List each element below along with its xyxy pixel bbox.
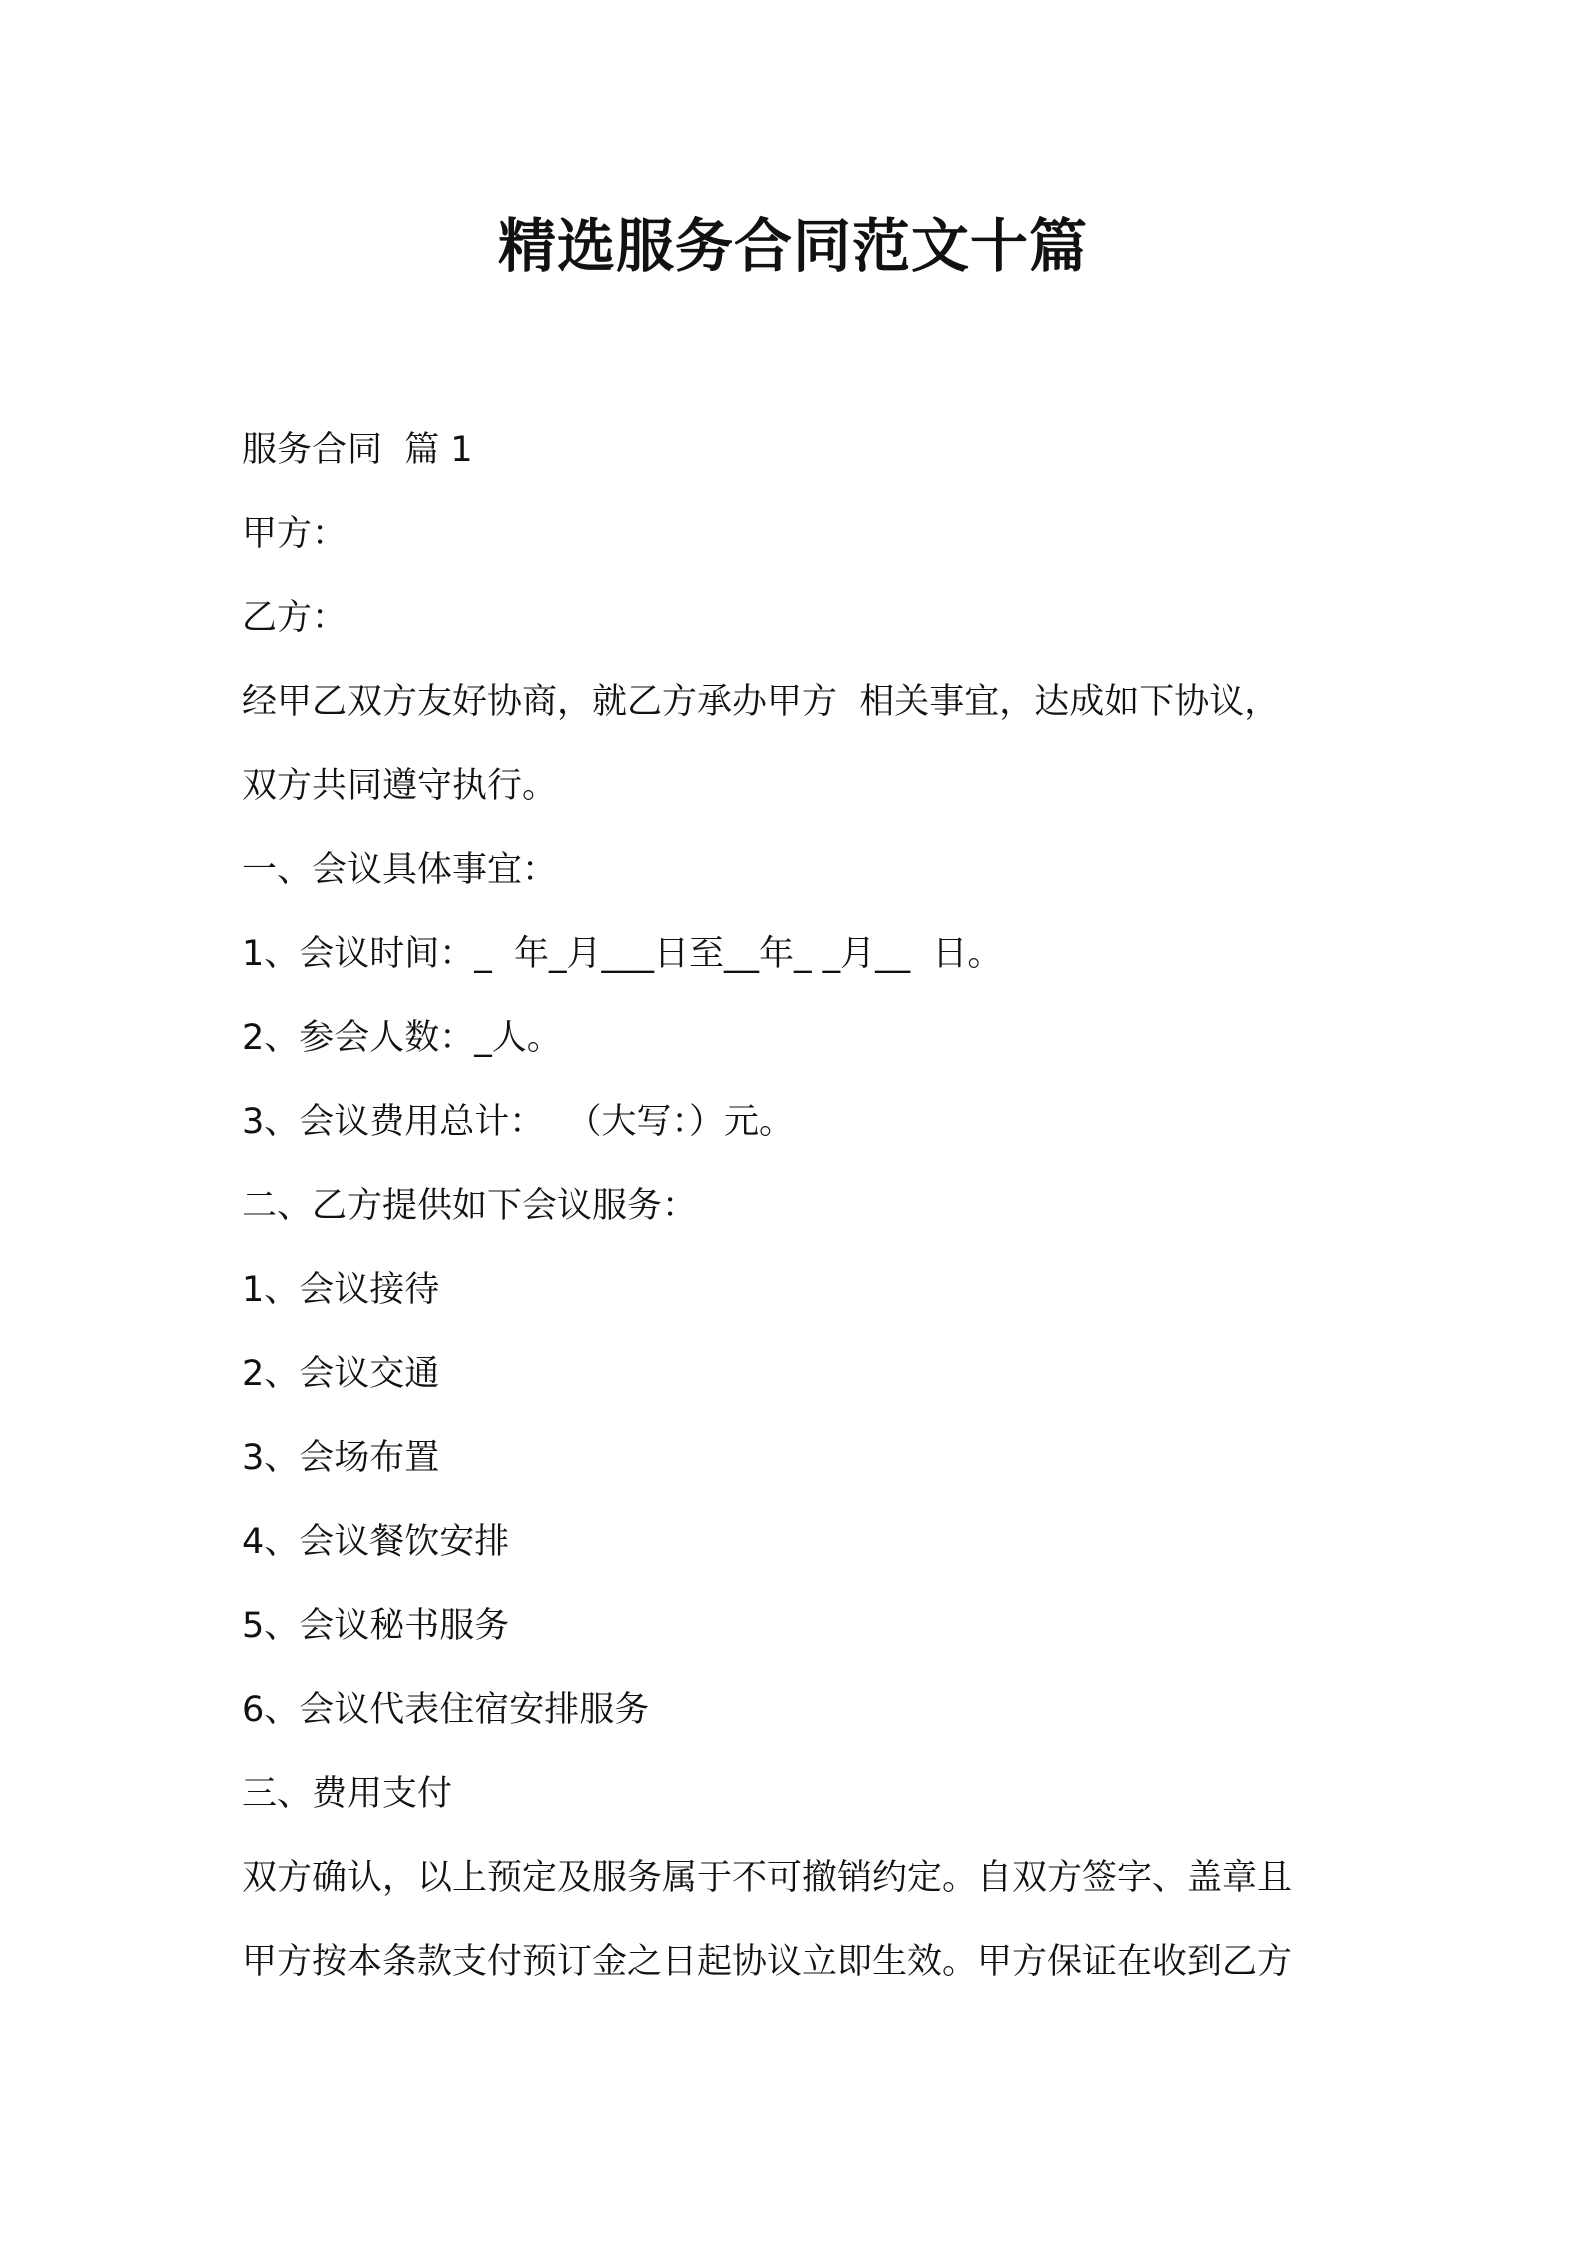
list-item: 1、会议时间：_ 年_月___日至__年_ _月__ 日。 xyxy=(242,934,1003,974)
party-b-line: 乙方： xyxy=(242,598,348,638)
list-item: 2、会议交通 xyxy=(242,1354,440,1394)
paragraph-line: 甲方按本条款支付预订金之日起协议立即生效。甲方保证在收到乙方 xyxy=(242,1942,1293,1982)
clause-heading: 一、会议具体事宜： xyxy=(242,850,558,890)
document-body xyxy=(242,408,1372,2004)
clause-heading: 二、乙方提供如下会议服务： xyxy=(242,1186,698,1226)
list-item: 5、会议秘书服务 xyxy=(242,1606,510,1646)
document-title: 精选服务合同范文十篇 xyxy=(497,212,1088,280)
list-item: 1、会议接待 xyxy=(242,1270,440,1310)
party-a-line: 甲方： xyxy=(242,514,348,554)
list-item: 3、会场布置 xyxy=(242,1438,440,1478)
clause-heading: 三、费用支付 xyxy=(242,1774,453,1814)
paragraph-line: 双方确认，以上预定及服务属于不可撤销约定。自双方签字、盖章且 xyxy=(242,1858,1293,1898)
list-item: 3、会议费用总计： （大写：）元。 xyxy=(242,1102,795,1142)
list-item: 4、会议餐饮安排 xyxy=(242,1522,510,1562)
section-heading: 服务合同 篇 1 xyxy=(242,430,473,470)
paragraph-line: 经甲乙双方友好协商，就乙方承办甲方 相关事宜，达成如下协议， xyxy=(242,682,1280,722)
list-item: 2、参会人数：_人。 xyxy=(242,1018,562,1058)
list-item: 6、会议代表住宿安排服务 xyxy=(242,1690,650,1730)
paragraph-line: 双方共同遵守执行。 xyxy=(242,766,558,806)
